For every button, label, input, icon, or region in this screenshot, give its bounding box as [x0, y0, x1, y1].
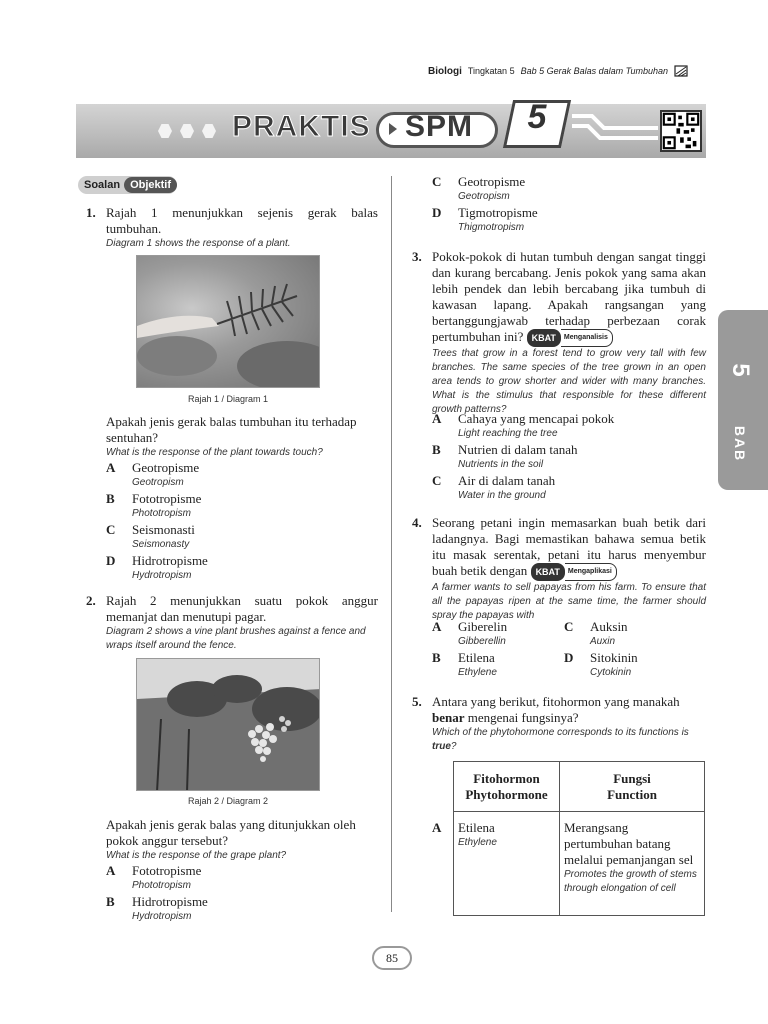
kbat-badge: KBAT Mengaplikasi	[531, 563, 617, 581]
page-number: 85	[372, 946, 412, 970]
question-4-options	[432, 619, 704, 680]
option-c[interactable]: C Air di dalam tanah Water in the ground	[432, 473, 556, 501]
banner-stripes-icon	[572, 108, 658, 148]
figure-caption: Rajah 2 / Diagram 2	[187, 796, 269, 806]
hexagon-dot-icon	[180, 124, 194, 138]
question-3-options	[432, 411, 704, 503]
option-a[interactable]: A Geotropisme Geotropism	[106, 460, 200, 488]
question-number: 5.	[412, 694, 422, 709]
question-prompt-en: What is the response of the plant towards touch?	[106, 447, 323, 458]
banner-number: 5	[527, 98, 547, 136]
option-d[interactable]: D Tigmotropisme Thigmotropism	[432, 205, 538, 233]
question-number: 1.	[86, 205, 96, 220]
banner-title-spm: SPM	[405, 110, 474, 143]
kbat-badge: KBAT Menganalisis	[527, 329, 613, 347]
book-icon	[674, 64, 688, 78]
banner-title-praktis: PRAKTIS	[232, 110, 371, 143]
question-prompt-en: What is the response of the grape plant?	[106, 850, 287, 861]
question-2-prompt	[106, 817, 378, 863]
option-b[interactable]: B Fototropisme Phototropism	[106, 491, 202, 519]
question-number: 2.	[86, 593, 96, 608]
question-stem-en: Diagram 1 shows the response of a plant.	[106, 238, 291, 249]
grape-vine-photo	[136, 658, 320, 791]
figure-caption: Rajah 1 / Diagram 1	[187, 394, 269, 404]
question-stem-ms: Rajah 1 menunjukkan sejenis gerak balas tumbuhan.	[106, 205, 378, 236]
question-4	[412, 515, 706, 623]
option-a[interactable]: A Fototropisme Phototropism	[106, 863, 202, 891]
question-stem-ms: Pokok-pokok di hutan tumbuh dengan sangat tinggi dan kurang bercabang. Jenis pokok yang sama akan lebih pendek dan lebih bercabang jika tumbuh di kawasan lapang. Apakah rangsangan yang bertanggungjawab terhadap perbezaan corak pertumbuhan ini? KBAT Menganalisis	[432, 249, 706, 347]
question-stem-en: Which of the phytohormone corresponds to its functions is true?	[432, 727, 689, 752]
section-tag	[78, 176, 177, 194]
play-arrow-icon	[389, 123, 397, 135]
question-stem-ms: Rajah 2 menunjukkan suatu pokok anggur memanjat dan menutupi pagar.	[106, 593, 378, 624]
question-prompt-ms: Apakah jenis gerak balas tumbuhan itu terhadap sentuhan?	[106, 414, 357, 445]
option-b[interactable]: B Etilena Ethylene	[432, 650, 497, 678]
question-2	[86, 593, 378, 653]
qr-code-icon[interactable]	[660, 110, 702, 152]
question-3	[412, 249, 706, 417]
option-c[interactable]: C Geotropisme Geotropism	[432, 174, 526, 202]
question-stem-en: A farmer wants to sell papayas from his farm. To ensure that all the papayas ripen at the same time, the farmer should spray the papayas with	[432, 582, 706, 622]
question-2-options-right	[432, 174, 704, 235]
question-1-options	[106, 460, 378, 583]
running-subject: Biologi	[427, 65, 462, 77]
column-divider	[391, 176, 392, 912]
question-5	[412, 694, 706, 754]
option-a[interactable]: A Giberelin Gibberellin	[432, 619, 508, 647]
question-stem-ms: Seorang petani ingin memasarkan buah betik dari ladangnya. Bagi memastikan bahawa semua betik itu masak serentak, petani itu harus menyembur buah betik dengan KBAT Mengaplikasi	[432, 515, 706, 581]
section-label: Soalan	[84, 179, 121, 191]
question-stem-en: Trees that grow in a forest tend to grow very tall with few branches. The same species of the tree grown in an open area tends to grow shorter and wider with many branches. What is the stimulus that responsible for these different growth patterns?	[432, 348, 706, 416]
question-number: 3.	[412, 249, 422, 264]
hexagon-dot-icon	[158, 124, 172, 138]
running-header	[428, 64, 688, 78]
running-level: Tingkatan 5	[467, 66, 515, 76]
section-type: Objektif	[124, 177, 177, 193]
option-c[interactable]: C Auksin Auxin	[564, 619, 628, 647]
phytohormone-table	[453, 761, 705, 916]
chapter-side-tab-number: 5	[727, 363, 754, 377]
question-stem-ms: Antara yang berikut, fitohormon yang manakah benar mengenai fungsinya?	[432, 694, 680, 725]
option-a[interactable]: A Cahaya yang mencapai pokok Light reaching the tree	[432, 411, 615, 439]
table-cell-phytohormone: Etilena Ethylene	[454, 812, 560, 916]
hexagon-dot-icon	[202, 124, 216, 138]
table-header-phytohormone: Fitohormon Phytohormone	[454, 762, 560, 812]
question-1	[86, 205, 378, 251]
table-header-row	[454, 762, 705, 812]
table-cell-function: Merangsang pertumbuhan batang melalui pemanjangan sel Promotes the growth of stems through elongation of cell	[560, 812, 705, 916]
question-number: 4.	[412, 515, 422, 530]
question-2-options-left	[106, 863, 378, 924]
question-prompt-ms: Apakah jenis gerak balas yang ditunjukkan oleh pokok anggur tersebut?	[106, 817, 356, 848]
chapter-side-tab-label: BAB	[732, 425, 748, 463]
table-row[interactable]	[454, 812, 705, 916]
table-header-function: Fungsi Function	[560, 762, 705, 812]
option-d[interactable]: D Sitokinin Cytokinin	[564, 650, 638, 678]
question-stem-en: Diagram 2 shows a vine plant brushes against a fence and wraps itself around the fence.	[106, 626, 366, 651]
option-b[interactable]: B Nutrien di dalam tanah Nutrients in the soil	[432, 442, 578, 470]
option-a-letter[interactable]: A	[432, 820, 442, 835]
mimosa-plant-photo	[136, 255, 320, 388]
question-1-prompt	[106, 414, 378, 460]
running-chapter: Bab 5 Gerak Balas dalam Tumbuhan	[520, 66, 668, 76]
option-b[interactable]: B Hidrotropisme Hydrotropism	[106, 894, 208, 922]
option-c[interactable]: C Seismonasti Seismonasty	[106, 522, 195, 550]
option-d[interactable]: D Hidrotropisme Hydrotropism	[106, 553, 208, 581]
